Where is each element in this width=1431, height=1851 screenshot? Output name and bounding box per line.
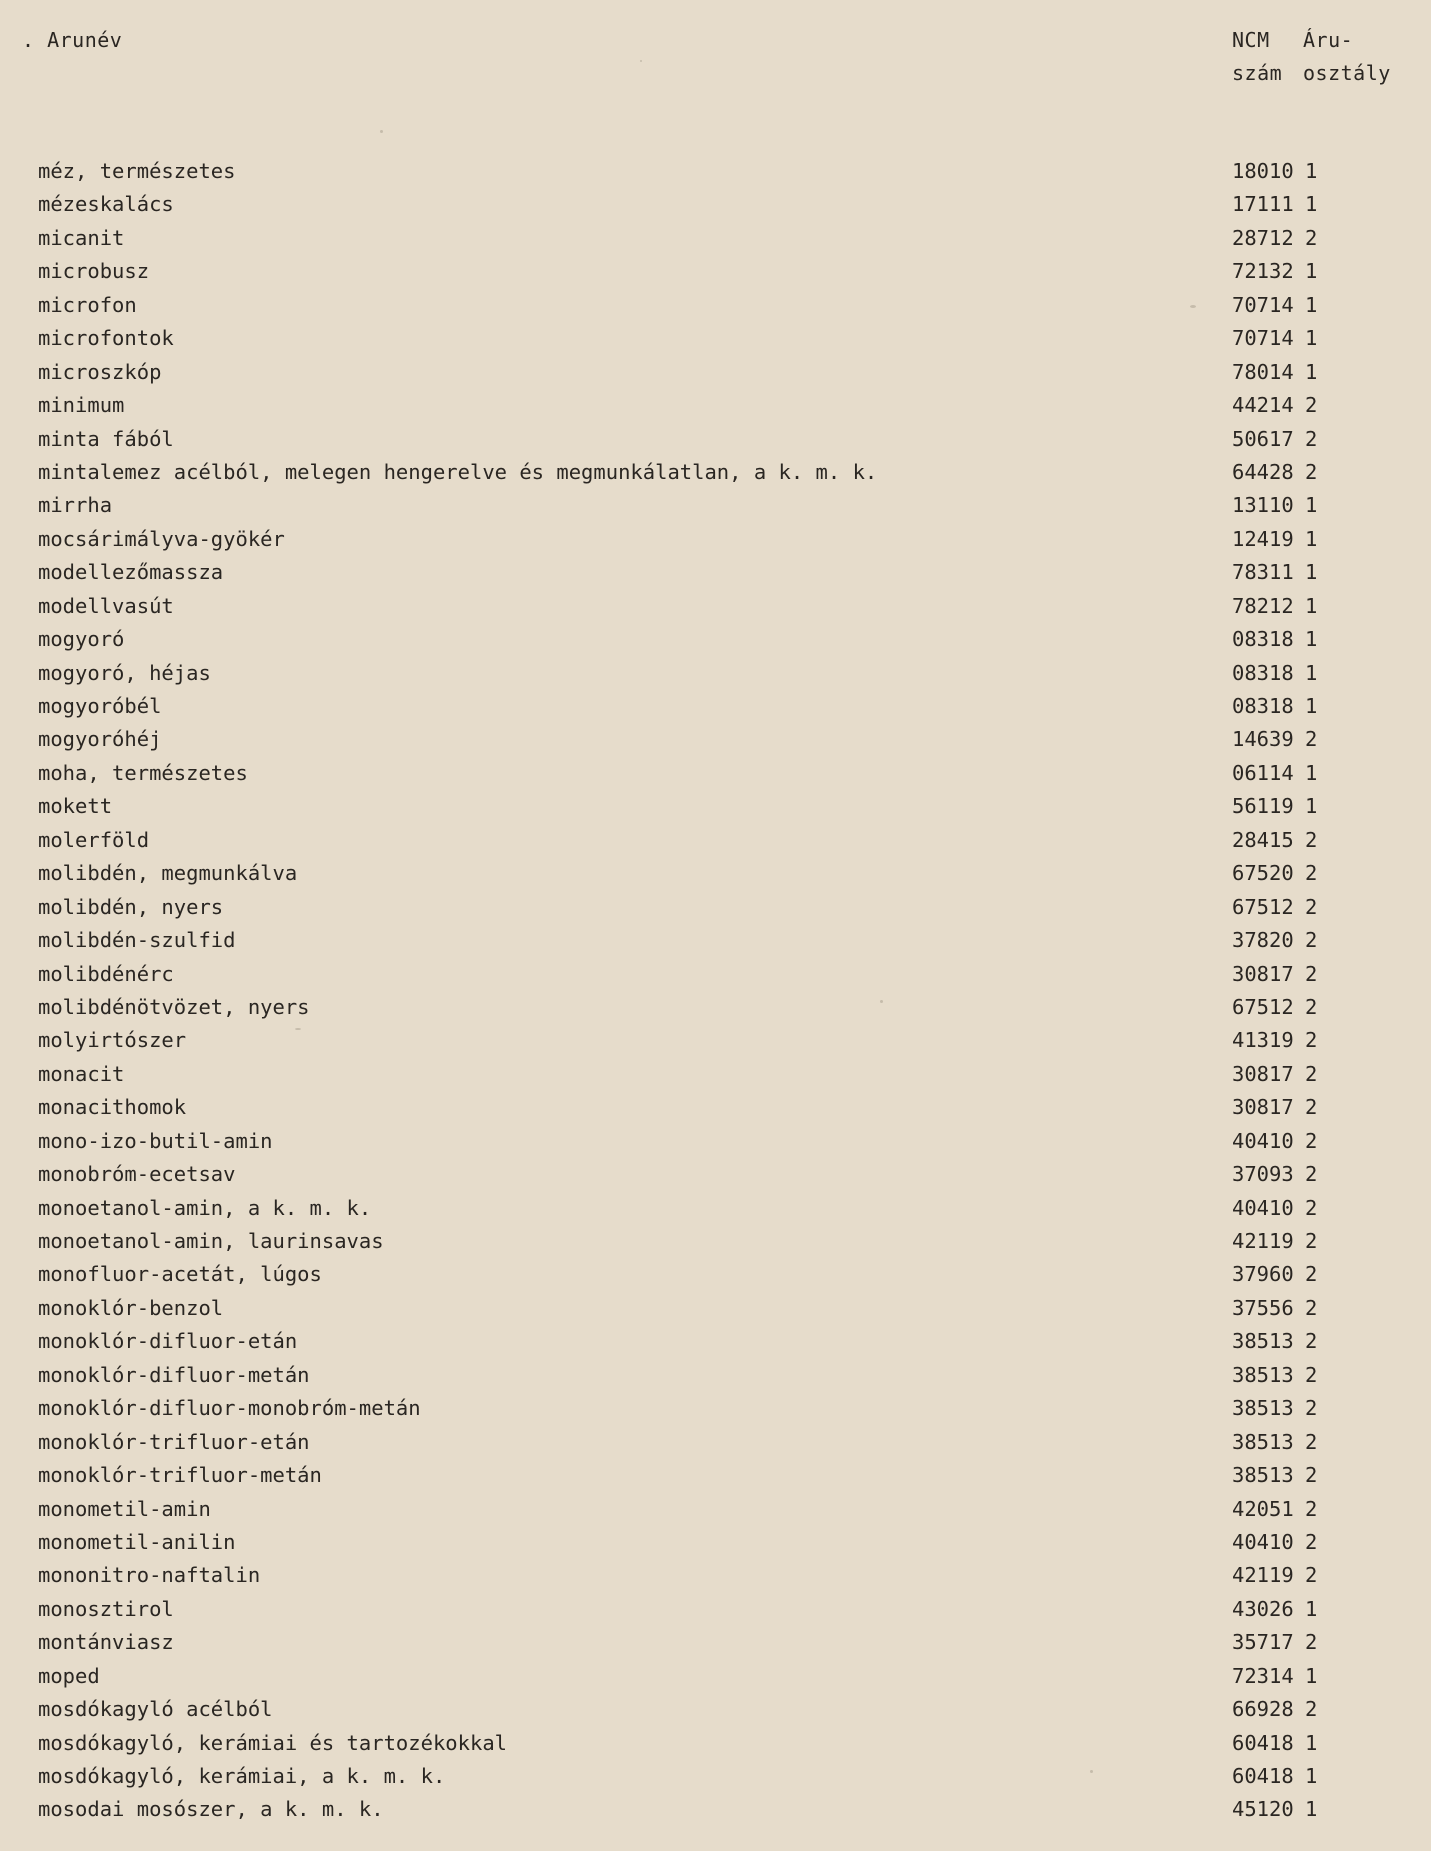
item-name: monoklór-difluor-metán (38, 1362, 310, 1387)
item-name: monometil-anilin (38, 1529, 236, 1554)
item-name: microfon (38, 292, 137, 317)
item-name: microfontok (38, 326, 174, 351)
ncm-code: 08318 (1232, 660, 1294, 685)
paper-speck (380, 130, 383, 133)
item-name: mosdókagyló, kerámiai és tartozékokkal (38, 1730, 507, 1755)
product-class: 2 (1305, 1529, 1318, 1554)
paper-speck (640, 60, 642, 62)
item-name: monoetanol-amin, a k. m. k. (38, 1195, 372, 1220)
product-class: 1 (1305, 292, 1318, 317)
product-class: 1 (1305, 1797, 1318, 1822)
product-class: 1 (1305, 1596, 1318, 1621)
item-list (0, 155, 1431, 1827)
item-name: mintalemez acélból, melegen hengerelve és megmunkálatlan, a k. m. k. (38, 459, 878, 484)
item-name: modellezőmassza (38, 560, 224, 585)
table-row (0, 1559, 1431, 1592)
item-name: micanit (38, 225, 125, 250)
table-row (0, 1459, 1431, 1492)
item-name: minta fából (38, 426, 174, 451)
ncm-code: 50617 (1232, 426, 1294, 451)
table-row (0, 289, 1431, 322)
table-row (0, 556, 1431, 589)
item-name: mosdókagyló acélból (38, 1697, 273, 1722)
ncm-code: 72314 (1232, 1663, 1294, 1688)
ncm-code: 60418 (1232, 1730, 1294, 1755)
product-class: 2 (1305, 1329, 1318, 1354)
product-class: 1 (1305, 326, 1318, 351)
item-name: microbusz (38, 259, 150, 284)
table-row (0, 1225, 1431, 1258)
ncm-code: 40410 (1232, 1529, 1294, 1554)
item-name: mosdókagyló, kerámiai, a k. m. k. (38, 1764, 446, 1788)
ncm-code: 17111 (1232, 192, 1294, 217)
product-class: 2 (1305, 827, 1318, 852)
table-row (0, 723, 1431, 756)
column-header-class-line2: osztály (1303, 61, 1391, 85)
product-class: 2 (1305, 1262, 1318, 1287)
column-header-item-name: . Arunév (22, 28, 123, 52)
table-row (0, 523, 1431, 556)
product-class: 1 (1305, 526, 1318, 551)
table-row (0, 824, 1431, 857)
table-row (0, 456, 1431, 489)
product-class: 1 (1305, 359, 1318, 384)
ncm-code: 67512 (1232, 894, 1294, 919)
ncm-code: 42119 (1232, 1563, 1294, 1588)
item-name: mono-izo-butil-amin (38, 1128, 273, 1153)
product-class: 2 (1305, 393, 1318, 418)
ncm-code: 37820 (1232, 928, 1294, 953)
ncm-code: 41319 (1232, 1028, 1294, 1053)
ncm-code: 28712 (1232, 225, 1294, 250)
column-header-product-class (1303, 24, 1393, 90)
table-row (0, 1727, 1431, 1760)
product-class: 2 (1305, 1697, 1318, 1722)
product-class: 1 (1305, 694, 1318, 718)
product-class: 2 (1305, 1463, 1318, 1488)
paper-speck (1190, 305, 1196, 308)
item-name: mézeskalács (38, 192, 174, 217)
product-class: 1 (1305, 1730, 1318, 1755)
item-name: mononitro-naftalin (38, 1563, 261, 1588)
table-row (0, 690, 1431, 723)
table-row (0, 1024, 1431, 1057)
ncm-code: 35717 (1232, 1630, 1294, 1655)
item-name: monobróm-ecetsav (38, 1162, 236, 1187)
item-name: monoklór-benzol (38, 1295, 224, 1320)
product-class: 2 (1305, 1630, 1318, 1655)
table-row (0, 623, 1431, 656)
table-row (0, 1125, 1431, 1158)
table-row (0, 1359, 1431, 1392)
table-row (0, 757, 1431, 790)
table-row (0, 1760, 1431, 1793)
table-row (0, 991, 1431, 1024)
table-row (0, 1292, 1431, 1325)
table-row (0, 857, 1431, 890)
product-class: 2 (1305, 1396, 1318, 1421)
table-row (0, 924, 1431, 957)
table-row (0, 1693, 1431, 1726)
table-row (0, 1058, 1431, 1091)
product-class: 2 (1305, 1229, 1318, 1253)
ncm-code: 64428 (1232, 459, 1294, 484)
product-class: 1 (1305, 259, 1318, 284)
table-row (0, 389, 1431, 422)
product-class: 2 (1305, 1095, 1318, 1120)
table-row (0, 489, 1431, 522)
item-name: monofluor-acetát, lúgos (38, 1262, 322, 1287)
ncm-code: 78014 (1232, 359, 1294, 384)
ncm-code: 70714 (1232, 326, 1294, 351)
ncm-code: 67512 (1232, 994, 1294, 1019)
product-class: 1 (1305, 660, 1318, 685)
product-class: 2 (1305, 861, 1318, 886)
ncm-code: 38513 (1232, 1463, 1294, 1488)
item-name: mogyoró (38, 627, 125, 652)
item-name: modellvasút (38, 593, 174, 618)
column-header-class-line1: Áru- (1303, 28, 1354, 52)
item-name: mogyoróbél (38, 694, 162, 718)
item-name: montánviasz (38, 1630, 174, 1655)
ncm-code: 37556 (1232, 1295, 1294, 1320)
product-class: 2 (1305, 1429, 1318, 1454)
table-row (0, 1091, 1431, 1124)
table-row (0, 790, 1431, 823)
product-class: 2 (1305, 1162, 1318, 1187)
item-name: monacit (38, 1061, 125, 1086)
product-class: 1 (1305, 1663, 1318, 1688)
item-name: méz, természetes (38, 159, 236, 183)
ncm-code: 38513 (1232, 1362, 1294, 1387)
item-name: moped (38, 1663, 100, 1688)
table-row (0, 590, 1431, 623)
product-class: 2 (1305, 1563, 1318, 1588)
product-class: 2 (1305, 1028, 1318, 1053)
ncm-code: 14639 (1232, 727, 1294, 752)
item-name: molyirtószer (38, 1028, 187, 1053)
ncm-code: 56119 (1232, 794, 1294, 819)
ncm-code: 30817 (1232, 1095, 1294, 1120)
ncm-code: 06114 (1232, 760, 1294, 785)
ncm-code: 08318 (1232, 627, 1294, 652)
product-class: 2 (1305, 1295, 1318, 1320)
ncm-code: 43026 (1232, 1596, 1294, 1621)
item-name: molibdén, nyers (38, 894, 224, 919)
table-row (0, 1392, 1431, 1425)
product-class: 2 (1305, 1195, 1318, 1220)
product-class: 2 (1305, 459, 1318, 484)
column-header-ncm-line1: NCM (1232, 28, 1270, 52)
product-class: 2 (1305, 1362, 1318, 1387)
product-class: 1 (1305, 760, 1318, 785)
table-row (0, 1258, 1431, 1291)
item-name: mosodai mosószer, a k. m. k. (38, 1797, 384, 1822)
ncm-code: 28415 (1232, 827, 1294, 852)
item-name: molerföld (38, 827, 150, 852)
ncm-code: 72132 (1232, 259, 1294, 284)
product-class: 1 (1305, 192, 1318, 217)
column-header-ncm (1232, 24, 1288, 90)
table-row (0, 657, 1431, 690)
table-row (0, 222, 1431, 255)
table-row (0, 1626, 1431, 1659)
product-class: 2 (1305, 225, 1318, 250)
paper-speck (880, 1000, 883, 1003)
product-class: 1 (1305, 560, 1318, 585)
ncm-code: 38513 (1232, 1429, 1294, 1454)
item-name: mocsárimályva-gyökér (38, 526, 285, 551)
product-class: 1 (1305, 593, 1318, 618)
table-row (0, 188, 1431, 221)
table-row (0, 958, 1431, 991)
table-row (0, 1325, 1431, 1358)
ncm-code: 08318 (1232, 694, 1294, 718)
item-name: monoklór-difluor-monobróm-metán (38, 1396, 421, 1421)
product-class: 1 (1305, 159, 1318, 183)
ncm-code: 30817 (1232, 1061, 1294, 1086)
item-name: minimum (38, 393, 125, 418)
product-class: 2 (1305, 727, 1318, 752)
table-row (0, 1593, 1431, 1626)
product-class: 2 (1305, 1128, 1318, 1153)
product-class: 1 (1305, 493, 1318, 518)
ncm-code: 42119 (1232, 1229, 1294, 1253)
table-row (0, 1158, 1431, 1191)
column-header-ncm-line2: szám (1232, 61, 1283, 85)
item-name: monoklór-trifluor-metán (38, 1463, 322, 1488)
product-class: 2 (1305, 994, 1318, 1019)
item-name: mokett (38, 794, 113, 819)
table-row (0, 891, 1431, 924)
table-row (0, 1192, 1431, 1225)
item-name: monoklór-trifluor-etán (38, 1429, 310, 1454)
ncm-code: 40410 (1232, 1128, 1294, 1153)
table-row (0, 1493, 1431, 1526)
paper-speck (295, 1028, 301, 1030)
ncm-code: 37960 (1232, 1262, 1294, 1287)
item-name: monoklór-difluor-etán (38, 1329, 298, 1354)
item-name: monacithomok (38, 1095, 187, 1120)
product-class: 1 (1305, 1764, 1318, 1788)
ncm-code: 30817 (1232, 961, 1294, 986)
product-class: 1 (1305, 627, 1318, 652)
product-class: 1 (1305, 794, 1318, 819)
ncm-code: 18010 (1232, 159, 1294, 183)
ncm-code: 45120 (1232, 1797, 1294, 1822)
item-name: monoetanol-amin, laurinsavas (38, 1229, 384, 1253)
ncm-code: 37093 (1232, 1162, 1294, 1187)
item-name: microszkóp (38, 359, 162, 384)
item-name: molibdén-szulfid (38, 928, 236, 953)
product-class: 2 (1305, 1496, 1318, 1521)
ncm-code: 67520 (1232, 861, 1294, 886)
table-row (0, 1660, 1431, 1693)
item-name: mogyoróhéj (38, 727, 162, 752)
ncm-code: 78212 (1232, 593, 1294, 618)
ncm-code: 78311 (1232, 560, 1294, 585)
ncm-code: 12419 (1232, 526, 1294, 551)
product-class: 2 (1305, 894, 1318, 919)
item-name: molibdén, megmunkálva (38, 861, 298, 886)
product-class: 2 (1305, 1061, 1318, 1086)
product-class: 2 (1305, 961, 1318, 986)
ncm-code: 60418 (1232, 1764, 1294, 1788)
ncm-code: 70714 (1232, 292, 1294, 317)
paper-speck (1090, 1770, 1093, 1773)
ncm-code: 40410 (1232, 1195, 1294, 1220)
table-row (0, 356, 1431, 389)
table-row (0, 155, 1431, 188)
table-row (0, 1793, 1431, 1826)
ncm-code: 38513 (1232, 1396, 1294, 1421)
item-name: monometil-amin (38, 1496, 211, 1521)
ncm-code: 38513 (1232, 1329, 1294, 1354)
item-name: molibdénötvözet, nyers (38, 994, 310, 1019)
table-row (0, 1526, 1431, 1559)
ncm-code: 42051 (1232, 1496, 1294, 1521)
ncm-code: 13110 (1232, 493, 1294, 518)
item-name: molibdénérc (38, 961, 174, 986)
ncm-code: 44214 (1232, 393, 1294, 418)
ncm-code: 66928 (1232, 1697, 1294, 1722)
item-name: mogyoró, héjas (38, 660, 211, 685)
item-name: moha, természetes (38, 760, 248, 785)
table-row (0, 255, 1431, 288)
product-class: 2 (1305, 928, 1318, 953)
table-row (0, 1426, 1431, 1459)
table-row (0, 322, 1431, 355)
item-name: monosztirol (38, 1596, 174, 1621)
table-row (0, 423, 1431, 456)
item-name: mirrha (38, 493, 113, 518)
product-class: 2 (1305, 426, 1318, 451)
